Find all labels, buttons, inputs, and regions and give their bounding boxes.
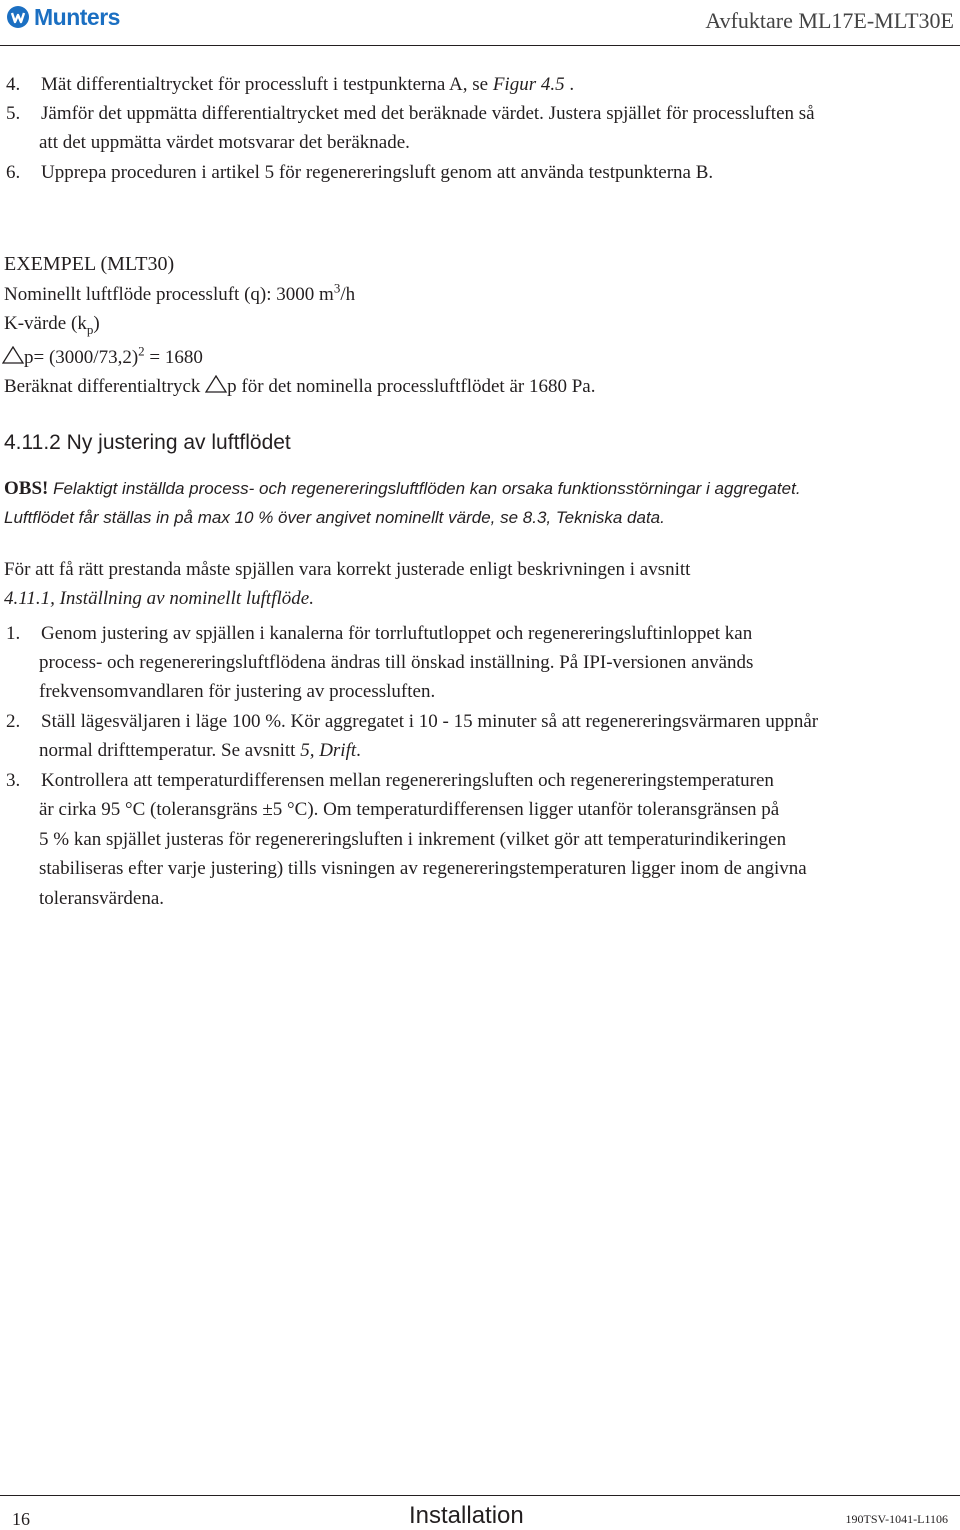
step-3: 3. Kontrollera att temperaturdifferensen mellan regenereringsluften och regenereringstemperaturen: [6, 770, 774, 791]
munters-logo-icon: [6, 5, 30, 29]
step-2: 2. Ställ lägesväljaren i läge 100 %. Kör aggregatet i 10 - 15 minuter så att regenereringsvärmaren uppnår: [6, 711, 819, 732]
example-k-value: K-värde $(k_p)$: [4, 313, 100, 337]
document-code: 190TSV-1041-L1106: [845, 1512, 948, 1526]
document-title: Avfuktare ML17E-MLT30E: [705, 8, 954, 33]
step-5-continued: att det uppmätta värdet motsvarar det beräknade.: [39, 132, 410, 153]
delta-triangle-icon: [205, 375, 227, 393]
section-ref: 5, Drift: [300, 740, 357, 761]
step-3-line-2: är cirka 95 °C (toleransgräns ±5 °C). Om temperaturdifferensen ligger utanför toleransgränsen på: [39, 799, 780, 820]
example-flow: Nominellt luftflöde processluft (q): 3000 $m^3/h$: [4, 280, 356, 305]
step-4: 4. Mät differentialtrycket för processluft i testpunkterna A, se Figur 4.5 .: [6, 74, 575, 95]
step-1-line-2: process- och regenereringsluftflödena ändras till önskad inställning. På IPI-versionen används: [39, 652, 754, 673]
obs-note-line-2: Luftflödet får ställas in på max 10 % över angivet nominellt värde, se 8.3, Tekniska data.: [4, 508, 665, 527]
step-2-line-2: normal drifttemperatur. Se avsnitt 5, Drift.: [39, 740, 361, 761]
intro-line-2-reference: 4.11.1, Inställning av nominellt luftflöde.: [4, 588, 314, 609]
section-heading: 4.11.2 Ny justering av luftflödet: [4, 431, 291, 454]
step-3-line-3: 5 % kan spjället justeras för regenereringsluften i inkrement (vilket gör att temperaturindikeringen: [39, 829, 787, 850]
figure-ref: Figur 4.5: [492, 74, 565, 95]
step-6: 6. Upprepa proceduren i artikel 5 för regenereringsluft genom att använda testpunkterna B.: [6, 162, 714, 183]
munters-logo: [6, 3, 120, 31]
page-number: 16: [12, 1509, 30, 1529]
step-3-line-4: stabiliseras efter varje justering) tills visningen av regenereringstemperaturen ligger inom de angivna: [39, 858, 807, 879]
footer-divider: [0, 1495, 960, 1496]
footer-section-name: Installation: [409, 1502, 524, 1529]
step-5: 5. Jämför det uppmätta differentialtrycket med det beräknade värdet. Justera spjället för processluften så: [6, 103, 815, 124]
obs-label: OBS!: [4, 478, 49, 499]
obs-note-line-1: OBS! Felaktigt inställda process- och regenereringsluftflöden kan orsaka funktionsstörningar i aggregatet.: [4, 478, 801, 499]
logo-text: Munters: [34, 3, 120, 30]
step-1: 1. Genom justering av spjällen i kanalerna för torrluftutloppet och regenereringsluftinloppet kan: [6, 623, 753, 644]
intro-line-1: För att få rätt prestanda måste spjällen vara korrekt justerade enligt beskrivningen i avsnitt: [4, 559, 691, 580]
header-divider: [0, 45, 960, 46]
delta-triangle-icon: [2, 346, 24, 364]
example-delta-p: $p= (3000/73,2)^2 = 1680$: [2, 343, 203, 372]
step-1-line-3: frekvensomvandlaren för justering av processluften.: [39, 681, 436, 702]
example-calculated-pressure: Beräknat differentialtryck p för det nominella processluftflödet är 1680 Pa.: [4, 376, 596, 397]
step-3-line-5: toleransvärdena.: [39, 888, 165, 909]
example-heading: EXEMPEL (MLT30): [4, 253, 175, 275]
